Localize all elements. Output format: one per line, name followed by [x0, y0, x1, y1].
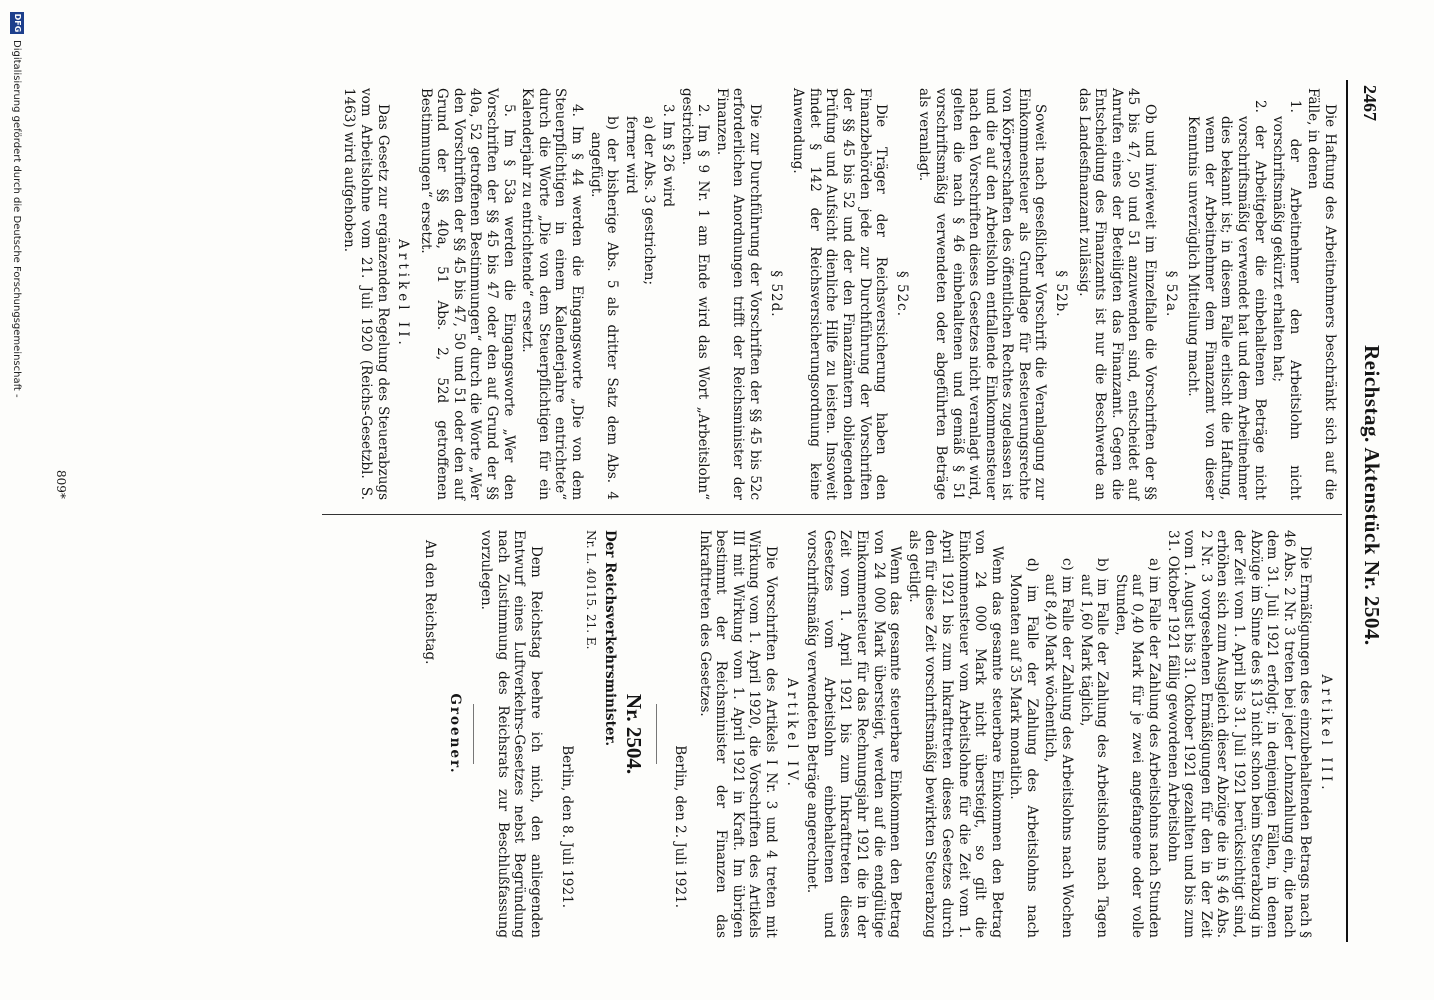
footer-number: 809* — [54, 470, 68, 499]
article-heading: Artikel III. — [1318, 674, 1334, 794]
paragraph: Das Gesetz zur ergänzenden Regelung des Steuerabzugs vom Arbeitslohne vom 21. Juli 1920 (Reichs-Gesetzbl. S. 1463) wird aufgehoben. — [341, 88, 391, 500]
list-item: a) der Abs. 3 gestrichen; — [641, 116, 658, 286]
dfg-logo: DFG — [10, 12, 24, 34]
paragraph: Wenn das gesamte steuerbare Einkommen den Betrag von 24 000 Mark nicht übersteigt, so gilt die Einkommensteuer vom Arbeitslohne für die Zeit vom 1. April 1921 bis zum Inkrafttreten dieses Gesetzes durch den für diese Zeit vorschriftsmäßig bewirkten Steuerabzug als getilgt. — [905, 530, 1005, 938]
paragraph: 4. Im § 44 werden die Eingangsworte „Die von dem Steuerpflichtigen in einem Kalenderjahre entrichtete“ durch die Worte „Die von dem Steuerpflichtigen für ein Kalenderjahr zu entrichtende“ ersetzt. — [519, 88, 586, 500]
page-number: 2467 — [1360, 85, 1380, 121]
dateline: Berlin, den 2. Juli 1921. — [672, 745, 689, 908]
divider — [656, 704, 657, 764]
page-header — [1352, 85, 1382, 935]
letter-text: Dem Reichstag beehre ich mich, den anliegenden Entwurf eines Luftverkehrs-Gesetzes nebst Begründung nach Zustimmung des Reichsrats zur Beschlußfassung vorzulegen. — [478, 530, 545, 938]
list-item: 2. der Arbeitgeber die einbehaltenen Beträge nicht vorschriftsmäßig verwendet hat und dem Arbeitnehmer dies bekannt ist; in diesem Falle erlischt die Haftung, wenn der Arbeitnehmer dem Finanzamt von dieser Kenntnis unverzüglich Mitteilung macht. — [1185, 100, 1268, 500]
paragraph: 3. Im § 26 wird — [660, 104, 677, 208]
paragraph: 2. Im § 9 Nr. 1 am Ende wird das Wort „Arbeitslohn“ gestrichen. — [678, 88, 712, 500]
list-item: d) im Falle der Zahlung des Arbeitslohns nach Monaten auf 35 Mark monatlich. — [1007, 558, 1040, 938]
signature-name: Groener. — [446, 693, 463, 775]
article-heading: Artikel II. — [395, 239, 412, 349]
paragraph: Die Ermäßigungen des einzubehaltenden Betrags nach § 46 Abs. 2 Nr. 3 treten bei jeder Lohnzahlung ein, die nach dem 31. Juli 1921 erfolgt; in denjenigen Fällen, in denen Abzüge im Sinne des § 13 nicht schon beim Steuerabzug in der Zeit vom 1. April bis 31. Juli 1921 berücksichtigt sind, erhöhen sich zum Ausgleich dieser Abzüge die in § 46 Abs. 2 Nr. 3 vorgesehenen Ermäßigungen für den in der Zeit vom 1. August bis 31. Oktober 1921 gezahlten und bis zum 31. Oktober 1921 fällig gewordenen Arbeitslohn — [1164, 530, 1314, 938]
page-title: Reichstag. Aktenstück Nr. 2504. — [1360, 345, 1384, 646]
right-column — [422, 530, 1339, 938]
reference-number: Nr. L. 40115. 21. E. — [584, 530, 599, 650]
column-divider — [322, 514, 1342, 515]
paragraph: Die Haftung des Arbeitnehmers beschränkt sich auf die Fälle, in denen — [1305, 88, 1338, 500]
left-column — [339, 88, 1338, 500]
list-item: b) der bisherige Abs. 5 als dritter Satz dem Abs. 4 angefügt. — [587, 116, 621, 500]
document-number: Nr. 2504. — [622, 693, 647, 775]
sender: Der Reichsverkehrsminister. — [601, 530, 618, 747]
digitization-credit: Digitalisierung gefördert durch die Deutsche Forschungsgemeinschaft - — [11, 40, 22, 398]
paragraph: Ob und inwieweit im Einzelfalle die Vorschriften der §§ 45 bis 47, 50 und 51 anzuwenden sind, entscheidet auf Anrufen eines der Beteiligten das Finanzamt. Gegen die Entscheidung des Finanzamts ist nur die Beschwerde an das Landesfinanzamt zulässig. — [1075, 88, 1159, 500]
article-heading: Artikel IV. — [783, 678, 800, 790]
section-heading: § 52d. — [767, 270, 784, 318]
list-item: ferner wird — [622, 116, 639, 194]
list-item: c) im Falle der Zahlung des Arbeitslohns nach Wochen auf 8,40 Mark wöchentlich, — [1042, 558, 1076, 938]
header-rule — [1346, 80, 1348, 942]
dateline: Berlin, den 8. Juli 1921. — [558, 745, 575, 908]
section-heading: § 52b. — [1053, 270, 1070, 318]
section-heading: § 52c. — [893, 270, 910, 318]
paragraph: Soweit nach geseßlicher Vorschrift die Veranlagung zur Einkommensteuer als Grundlage für Besteuerungsrechte von Körperschaften des öffentlichen Rechtes zugelassen ist und die auf den Arbeitslohn entfallende Einkommensteuer nach den Vorschriften dieses Gesetzes nicht veranlagt wird, gelten die nach § 46 einbehaltenen und gemäß § 51 vorschriftsmäßig verwendeten oder abgeführten Beträge als veranlagt. — [916, 88, 1049, 500]
section-heading: § 52a. — [1162, 270, 1179, 318]
list-item: a) im Falle der Zahlung des Arbeitslohns nach Stunden auf 0,40 Mark für je zwei angefangene oder volle Stunden, — [1112, 558, 1163, 938]
divider — [473, 704, 474, 764]
addressee: An den Reichstag. — [422, 540, 439, 665]
paragraph: Die Vorschriften des Artikels I Nr. 3 und 4 treten mit Wirkung vom 1. April 1920, die Vorschriften des Artikels III mit Wirkung vom 1. April 1921 in Kraft. Im übrigen bestimmt der Reichsminister der Finanzen das Inkrafttreten des Gesetzes. — [696, 530, 779, 938]
list-item: b) im Falle der Zahlung des Arbeitslohns nach Tagen auf 1,60 Mark täglich, — [1077, 558, 1111, 938]
paragraph: Die Träger der Reichsversicherung haben den Finanzbehörden jede zur Durchführung der Vorschriften der §§ 45 bis 52 und der den Finanzämtern obliegenden Prüfung und Aufsicht dienliche Hilfe zu leisten. Insoweit findet § 142 der Reichsversicherungsordnung keine Anwendung. — [790, 88, 890, 500]
paragraph: 5. Im § 53a werden die Eingangsworte „Wer den Vorschriften der §§ 45 bis 47 oder den auf Grund der §§ 40a, 52 getroffenen Bestimmungen“ durch die Worte „Wer den Vorschriften der §§ 45 bis 47, 50 und 51 oder den auf Grund der §§ 40a, 51 Abs. 2, 52d getroffenen Bestimmungen“ ersetzt. — [417, 88, 517, 500]
list-item: 1. der Arbeitnehmer den Arbeitslohn nicht vorschriftsmäßig gekürzt erhalten hat; — [1270, 100, 1303, 500]
paragraph: Die zur Durchführung der Vorschriften der §§ 45 bis 52c erforderlichen Anordnungen trifft der Reichsminister der Finanzen. — [713, 88, 763, 500]
paragraph: Wenn das gesamte steuerbare Einkommen den Betrag von 24 000 Mark übersteigt, werden auf die endgültige Einkommensteuer für das Rechnungsjahr 1921 die in der Zeit vom 1. April 1921 bis zum Inkrafttreten dieses Gesetzes vom Arbeitslohn einbehaltenen und vorschriftsmäßig verwendeten Beträge angerechnet. — [804, 530, 904, 938]
